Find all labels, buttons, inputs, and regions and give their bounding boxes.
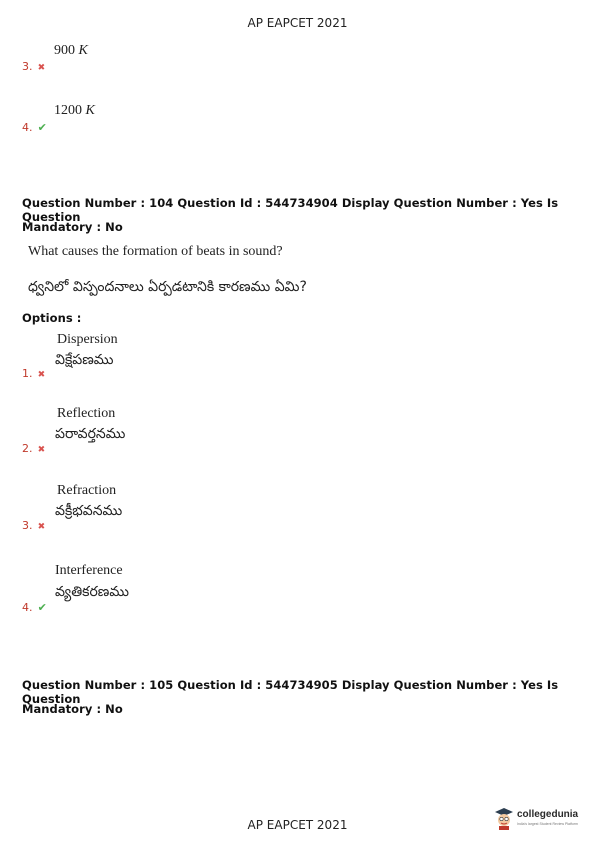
cross-icon: ✖ bbox=[37, 63, 46, 73]
option-1-text-en: Dispersion bbox=[57, 332, 118, 347]
option-3-number bbox=[22, 55, 45, 74]
option-3-number bbox=[22, 514, 45, 533]
graduate-mascot-icon bbox=[493, 806, 515, 830]
options-label: Options : bbox=[22, 311, 82, 325]
option-number: 1. bbox=[22, 367, 33, 380]
option-4-value bbox=[54, 103, 95, 119]
option-2-text-en: Reflection bbox=[57, 406, 116, 421]
cross-icon: ✖ bbox=[37, 445, 46, 455]
check-icon: ✔ bbox=[37, 121, 47, 134]
formula-unit: K bbox=[78, 43, 88, 58]
question-105-meta-line2: Mandatory : No bbox=[22, 702, 123, 716]
option-2-text-te: పరావర్తనము bbox=[55, 426, 126, 442]
logo-name: collegedunia bbox=[517, 809, 579, 820]
option-1-text-te: విక్షేపణము bbox=[55, 352, 114, 368]
option-3-text-te: వక్రీభవనము bbox=[55, 503, 123, 519]
option-number: 4. bbox=[22, 601, 33, 614]
question-104-meta-line1: Question Number : 104 Question Id : 544734904 Display Question Number : Yes Is Question bbox=[22, 196, 559, 224]
cross-icon: ✖ bbox=[37, 370, 46, 380]
page-header: AP EAPCET 2021 bbox=[247, 16, 348, 30]
question-104-text-en: What causes the formation of beats in sound? bbox=[28, 244, 283, 259]
option-number: 4. bbox=[22, 121, 33, 134]
option-2-number bbox=[22, 437, 45, 456]
collegedunia-logo bbox=[493, 806, 589, 832]
formula-number: 900 bbox=[54, 43, 75, 58]
option-number: 2. bbox=[22, 442, 33, 455]
cross-icon: ✖ bbox=[37, 522, 46, 532]
formula-unit: K bbox=[85, 103, 95, 118]
logo-tagline: India's largest Student Review Platform bbox=[517, 822, 578, 826]
check-icon: ✔ bbox=[37, 601, 47, 614]
option-1-number bbox=[22, 362, 45, 381]
option-number: 3. bbox=[22, 519, 33, 532]
question-104-meta-line2: Mandatory : No bbox=[22, 220, 123, 234]
option-3-value bbox=[54, 43, 88, 59]
formula-number: 1200 bbox=[54, 103, 82, 118]
option-4-text-te: వ్యతికరణము bbox=[55, 584, 129, 600]
option-4-number bbox=[22, 596, 47, 615]
page-footer: AP EAPCET 2021 bbox=[247, 818, 348, 832]
option-number: 3. bbox=[22, 60, 33, 73]
option-3-text-en: Refraction bbox=[57, 483, 117, 498]
option-4-number bbox=[22, 116, 47, 135]
option-4-text-en: Interference bbox=[55, 563, 123, 578]
question-104-text-te: ధ్వనిలో విస్పందనాలు ఏర్పడటానికి కారణము ఏమి? bbox=[28, 279, 307, 295]
question-105-meta-line1: Question Number : 105 Question Id : 544734905 Display Question Number : Yes Is Question bbox=[22, 678, 559, 706]
